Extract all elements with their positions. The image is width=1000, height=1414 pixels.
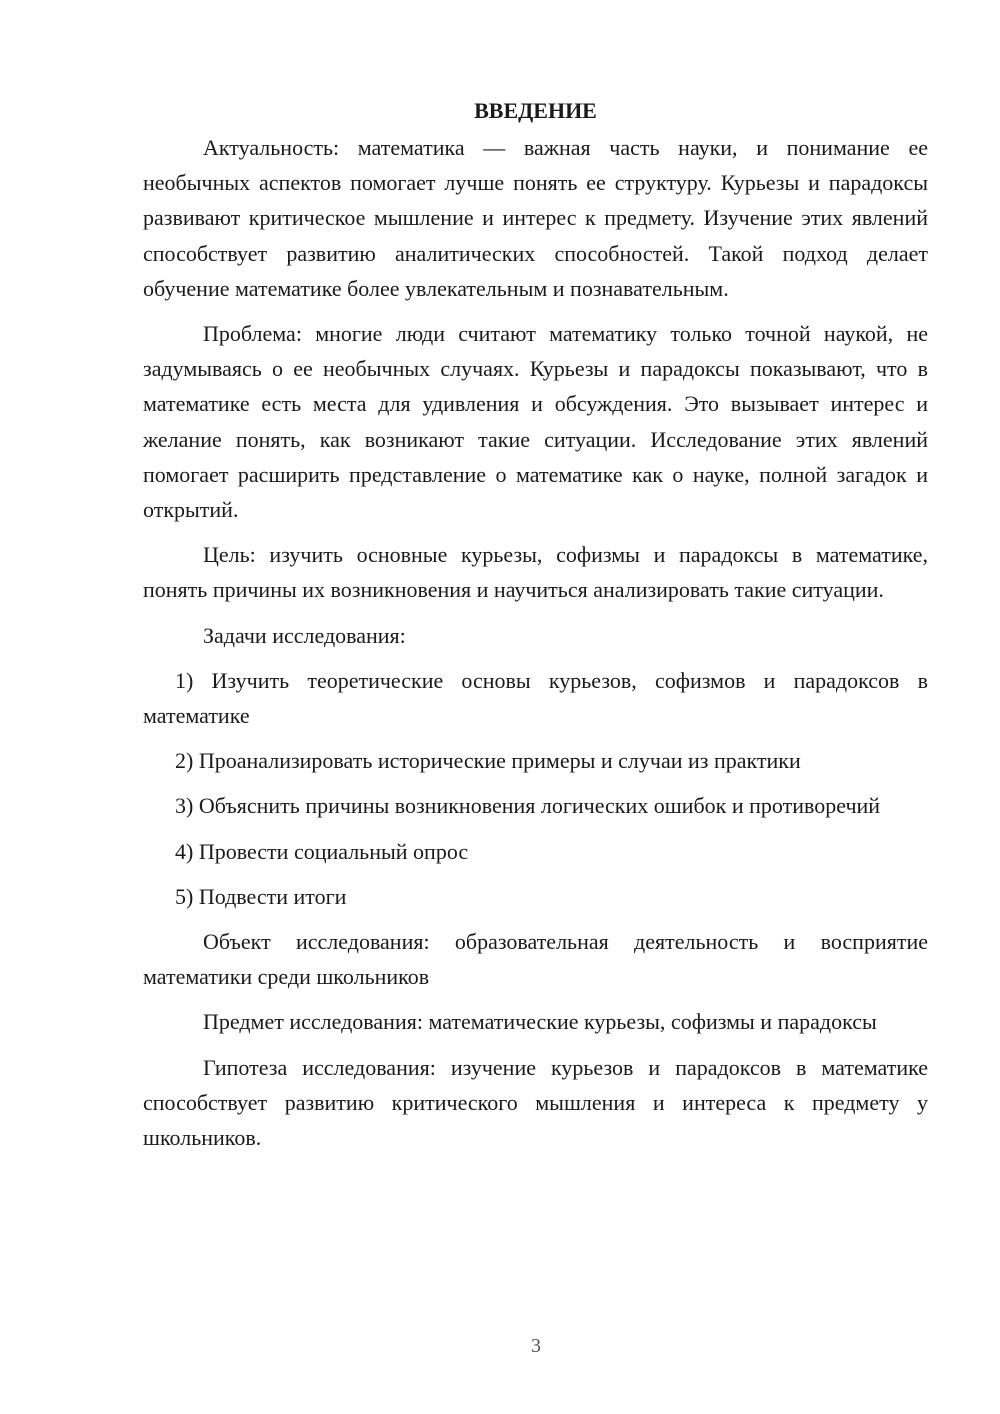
page-content	[143, 93, 928, 1165]
hypothesis-paragraph: Гипотеза исследования: изучение курьезов и парадоксов в математике способствует развитию критического мышления и интереса к предмету у школьников.	[143, 1054, 928, 1151]
section-title: ВВЕДЕНИЕ	[474, 98, 597, 123]
task-item-3: 3) Объяснить причины возникновения логических ошибок и противоречий	[175, 793, 881, 819]
subject-paragraph: Предмет исследования: математические курьезы, софизмы и парадоксы	[203, 1009, 877, 1035]
tasks-heading: Задачи исследования:	[203, 622, 406, 648]
task-item-1: 1) Изучить теоретические основы курьезов, софизмов и парадоксов в математике	[143, 667, 928, 729]
task-item-2: 2) Проанализировать исторические примеры и случаи из практики	[175, 748, 801, 774]
problem-paragraph: Проблема: многие люди считают математику только точной наукой, не задумываясь о ее необычных случаях. Курьезы и парадоксы показывают, что в математике есть места для удивления и обсуждения. Это вызывает интерес и желание понять, как возникают такие ситуации. Исследование этих явлений помогает расширить представление о математике как о науке, полной загадок и открытий.	[143, 321, 928, 523]
page-number: 3	[531, 1335, 541, 1357]
object-paragraph: Объект исследования: образовательная деятельность и восприятие математики среди школьников	[143, 929, 928, 990]
goal-paragraph: Цель: изучить основные курьезы, софизмы и парадоксы в математике, понять причины их возникновения и научиться анализировать такие ситуации.	[143, 542, 928, 603]
task-item-4: 4) Провести социальный опрос	[175, 838, 469, 864]
relevance-paragraph: Актуальность: математика — важная часть науки, и понимание ее необычных аспектов помогает лучше понять ее структуру. Курьезы и парадоксы развивают критическое мышление и интерес к предмету. Изучение этих явлений способствует развитию аналитических способностей. Такой подход делает обучение математике более увлекательным и познавательным.	[143, 135, 928, 301]
task-item-5: 5) Подвести итоги	[175, 883, 347, 909]
